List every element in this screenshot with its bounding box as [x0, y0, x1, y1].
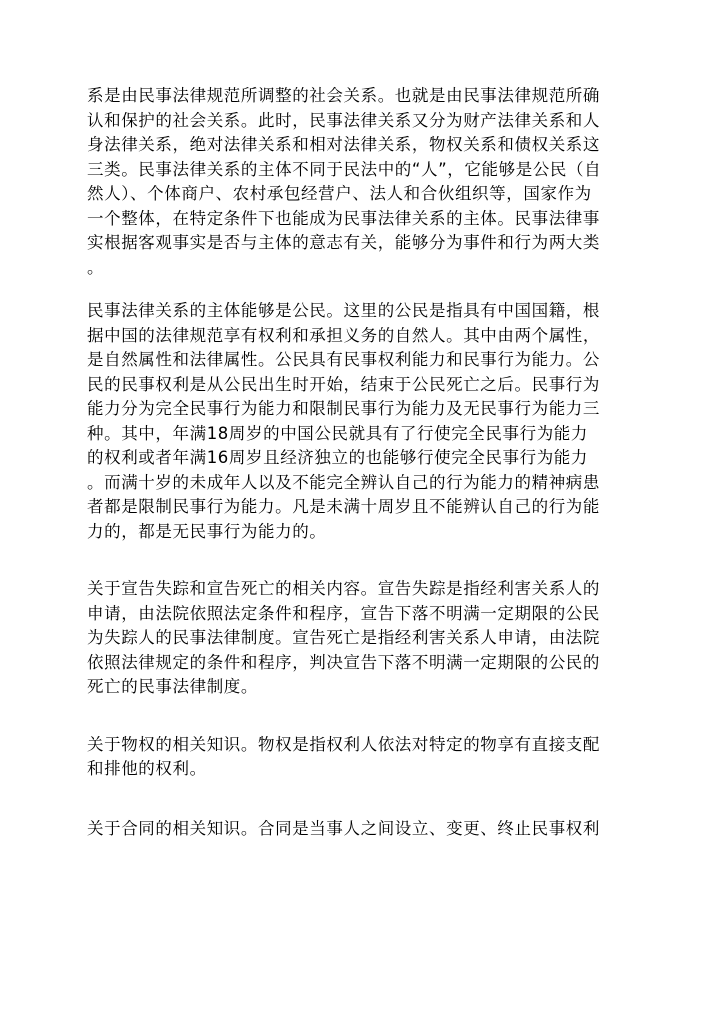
text-line: 能力分为完全民事行为能力和限制民事行为能力及无民事行为能力三 — [87, 399, 600, 418]
paragraph-contracts — [87, 817, 639, 842]
paragraph-citizen-capacity — [87, 299, 639, 544]
text-line: 三类。民事法律关系的主体不同于民法中的“人”，它能够是公民（自 — [87, 159, 602, 179]
text-line: 的权利或者年满16周岁且经济独立的也能够行使完全民事行为能力 — [87, 448, 588, 467]
paragraph-missing-and-death-declaration — [87, 577, 639, 700]
text-line: 为失踪人的民事法律制度。宣告死亡是指经利害关系人申请，由法院 — [87, 628, 600, 647]
text-line: 一个整体，在特定条件下也能成为民事法律关系的主体。民事法律事 — [87, 208, 600, 228]
text-line: 。而满十岁的未成年人以及不能完全辨认自己的行为能力的精神病患 — [87, 472, 600, 492]
text-line: 关于合同的相关知识。合同是当事人之间设立、变更、终止民事权利 — [87, 818, 600, 838]
text-line: 种。其中，年满18周岁的中国公民就具有了行使完全民事行为能力 — [87, 423, 588, 443]
text-line: 者都是限制民事行为能力。凡是未满十周岁且不能辨认自己的行为能 — [87, 497, 600, 516]
text-line: 关于宣告失踪和宣告死亡的相关内容。宣告失踪是指经利害关系人的 — [87, 579, 600, 598]
paragraph-property-rights — [87, 733, 639, 782]
text-line: 系是由民事法律规范所调整的社会关系。也就是由民事法律规范所确 — [87, 86, 600, 105]
text-line: 然人）、个体商户、农村承包经营户、法人和合伙组织等，国家作为 — [87, 184, 592, 203]
text-line: 和排他的权利。 — [87, 759, 207, 778]
text-line: 关于物权的相关知识。物权是指权利人依法对特定的物享有直接支配 — [87, 734, 600, 754]
text-line: 。 — [87, 257, 105, 277]
text-line: 依照法律规定的条件和程序，判决宣告下落不明满一定期限的公民的 — [87, 652, 600, 672]
document-page — [87, 84, 639, 841]
paragraph-civil-legal-relations — [87, 84, 639, 280]
text-line: 民事法律关系的主体能够是公民。这里的公民是指具有中国国籍，根 — [87, 301, 600, 320]
text-line: 据中国的法律规范享有权利和承担义务的自然人。其中由两个属性， — [87, 325, 600, 345]
text-line: 认和保护的社会关系。此时，民事法律关系又分为财产法律关系和人 — [87, 110, 600, 130]
text-line: 身法律关系，绝对法律关系和相对法律关系，物权关系和债权关系这 — [87, 135, 600, 154]
text-line: 是自然属性和法律属性。公民具有民事权利能力和民事行为能力。公 — [87, 350, 600, 369]
text-line: 力的，都是无民事行为能力的。 — [87, 521, 327, 541]
text-line: 实根据客观事实是否与主体的意志有关，能够分为事件和行为两大类 — [87, 233, 600, 252]
text-line: 民的民事权利是从公民出生时开始，结束于公民死亡之后。民事行为 — [87, 374, 600, 394]
text-line: 死亡的民事法律制度。 — [87, 677, 258, 696]
text-line: 申请，由法院依照法定条件和程序，宣告下落不明满一定期限的公民 — [87, 603, 600, 623]
